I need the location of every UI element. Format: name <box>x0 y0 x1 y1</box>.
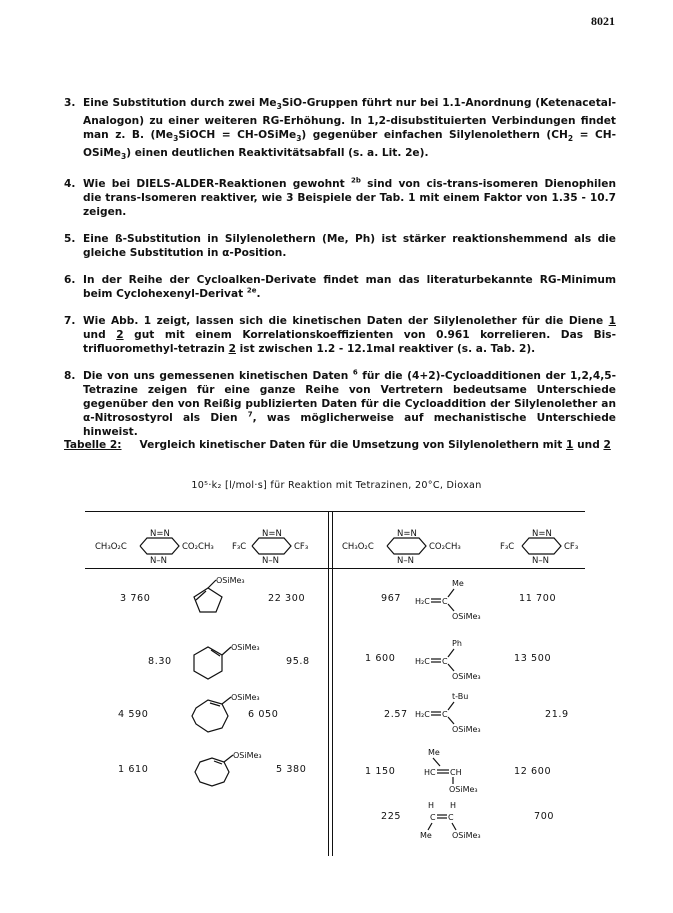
svg-text:OSiMe₃: OSiMe₃ <box>452 672 481 681</box>
svg-text:CH: CH <box>450 768 462 777</box>
text-fragment: 1 <box>608 315 616 328</box>
left-row-2-col-2: 95.8 <box>286 656 310 667</box>
text-fragment: 3 <box>121 152 127 162</box>
list-item-number: 7. <box>64 315 76 328</box>
text-fragment: 2e <box>246 286 257 295</box>
svg-text:Me: Me <box>428 748 440 757</box>
caption-label: Tabelle 2: <box>64 439 122 451</box>
text-fragment: 2 <box>567 134 574 144</box>
right-row-5-col-2: 700 <box>534 811 555 822</box>
list-item-number: 3. <box>64 97 76 109</box>
right-row-3-col-2: 21.9 <box>545 709 569 720</box>
svg-text:OSiMe₃: OSiMe₃ <box>231 693 260 702</box>
svg-text:N–N: N–N <box>397 556 414 566</box>
svg-text:C: C <box>442 657 448 666</box>
svg-text:C: C <box>448 813 454 822</box>
svg-text:OSiMe₃: OSiMe₃ <box>452 725 481 734</box>
svg-text:CF₃: CF₃ <box>294 542 309 552</box>
svg-text:N–N: N–N <box>262 556 279 566</box>
svg-text:HC: HC <box>424 768 436 777</box>
tetrazine-1-right <box>342 529 461 566</box>
alpha-tbutyl-enolether-structure <box>415 692 481 734</box>
beta-methyl-cis-enolether-structure <box>420 801 481 840</box>
alpha-methyl-enolether-structure <box>415 579 481 621</box>
text-fragment: ) gegenüber einfachen Silylenolethern (CH <box>301 129 568 142</box>
text-fragment: SiO-Gruppen führt nur bei 1.1-Anordnung (Ketenacetal-Analogon) zu einer weiteren RG-Erhöhung. In 1,2-disubstituierten Verbindungen findet man z. B. (Me <box>83 97 616 142</box>
list-item-number: 6. <box>64 274 76 287</box>
right-row-2-col-1: 1 600 <box>365 653 396 664</box>
text-fragment: Eine Substitution durch zwei Me <box>83 97 277 109</box>
caption-mid: und <box>573 439 604 451</box>
left-row-3-col-1: 4 590 <box>118 709 149 720</box>
text-fragment: gut mit einem Korrelationskoeffizienten von 0.961 korrelieren. Das Bis-trifluoromethyl-tetrazin <box>83 329 617 356</box>
svg-text:N=N: N=N <box>150 529 170 539</box>
svg-text:OSiMe₃: OSiMe₃ <box>452 612 481 621</box>
left-row-1-col-1: 3 760 <box>120 593 151 604</box>
text-fragment: ist zwischen 1.2 - 12.1mal reaktiver (s. a. Tab. 2). <box>235 343 536 356</box>
text-fragment: In der Reihe der Cycloalken-Derivate findet man das literaturbekannte RG-Minimum beim Cyclohexenyl-Derivat <box>83 274 616 301</box>
svg-text:CH₃O₂C: CH₃O₂C <box>95 542 127 552</box>
beta-methyl-trans-enolether-structure <box>424 748 478 794</box>
svg-text:t-Bu: t-Bu <box>452 692 469 701</box>
cyclooctenyl-structure <box>195 751 262 786</box>
table-title: 10⁵·k₂ [l/mol·s] für Reaktion mit Tetrazinen, 20°C, Dioxan <box>191 480 482 491</box>
left-row-2-col-1: 8.30 <box>148 656 172 667</box>
svg-text:CO₂CH₃: CO₂CH₃ <box>182 542 214 552</box>
right-row-1-col-1: 967 <box>381 593 402 604</box>
svg-text:H₂C: H₂C <box>415 710 430 719</box>
svg-text:N=N: N=N <box>397 529 417 539</box>
text-fragment: 3 <box>276 102 282 112</box>
page-number: 8021 <box>591 14 615 28</box>
text-fragment: Eine ß-Substitution in Silylenolethern (Me, Ph) ist stärker reaktionshemmend als die gleiche Substitution in α-Position. <box>83 233 616 260</box>
svg-text:OSiMe₃: OSiMe₃ <box>216 576 245 585</box>
text-fragment: SiOCH = CH-OSiMe <box>178 129 297 142</box>
svg-text:F₃C: F₃C <box>500 542 515 552</box>
right-row-4-col-1: 1 150 <box>365 766 396 777</box>
svg-text:C: C <box>442 597 448 606</box>
left-row-3-col-2: 6 050 <box>248 709 279 720</box>
right-row-1-col-2: 11 700 <box>519 593 557 604</box>
tetrazine-2-left <box>232 529 308 566</box>
text-fragment: = CH-OSiMe <box>83 129 617 160</box>
caption-text: Vergleich kinetischer Daten für die Umsetzung von Silylenolethern mit <box>139 439 567 451</box>
text-fragment: und <box>83 329 117 342</box>
left-row-1-col-2: 22 300 <box>268 593 306 604</box>
svg-text:N=N: N=N <box>532 529 552 539</box>
svg-text:H₂C: H₂C <box>415 597 430 606</box>
svg-text:Ph: Ph <box>452 639 462 648</box>
tetrazine-1-left <box>95 529 214 566</box>
text-fragment: 2 <box>228 343 236 356</box>
svg-text:CO₂CH₃: CO₂CH₃ <box>429 542 461 552</box>
text-fragment: 2 <box>116 329 124 342</box>
svg-text:H: H <box>428 801 435 810</box>
svg-text:Me: Me <box>420 831 432 840</box>
svg-text:H₂C: H₂C <box>415 657 430 666</box>
svg-text:N=N: N=N <box>262 529 282 539</box>
right-row-5-col-1: 225 <box>381 811 402 822</box>
text-fragment: sind von cis-trans-isomeren Dienophilen die trans-Isomeren reaktiver, wie 3 Beispiele der Tab. 1 mit einem Faktor von 1.35 - 10.7 zeigen. <box>83 178 616 219</box>
caption-ref-2: 2 <box>603 439 611 451</box>
text-fragment: . <box>256 288 261 301</box>
text-fragment: 6 <box>352 368 358 377</box>
text-fragment: Wie Abb. 1 zeigt, lassen sich die kinetischen Daten der Silylenolether für die Diene <box>83 315 609 328</box>
text-fragment: 2b <box>351 176 361 185</box>
text-fragment: 7 <box>247 410 253 419</box>
right-row-3-col-1: 2.57 <box>384 709 408 720</box>
left-row-4-col-1: 1 610 <box>118 764 149 775</box>
svg-text:C: C <box>430 813 436 822</box>
right-row-2-col-2: 13 500 <box>514 653 552 664</box>
alpha-phenyl-enolether-structure <box>415 639 481 681</box>
text-fragment: 3 <box>173 134 179 144</box>
text-fragment: für die (4+2)-Cycloadditionen der 1,2,4,5-Tetrazine zeigen für eine ganze Reihe von Vertretern bedeutsame Unterschiede gegenüber den von Reißig publizierten Daten für die Cycloaddition der Silylenolether an α-Nitrosostyrol als Dien <box>83 370 616 425</box>
left-row-4-col-2: 5 380 <box>276 764 307 775</box>
svg-text:N–N: N–N <box>150 556 167 566</box>
caption-ref-1: 1 <box>566 439 574 451</box>
text-fragment: Die von uns gemessenen kinetischen Daten <box>83 370 353 383</box>
list-item-number: 4. <box>64 178 76 191</box>
svg-text:OSiMe₃: OSiMe₃ <box>452 831 481 840</box>
svg-text:N–N: N–N <box>532 556 549 566</box>
text-fragment: 3 <box>296 134 302 144</box>
cyclopentenyl-structure <box>194 576 245 612</box>
svg-text:C: C <box>442 710 448 719</box>
cyclohexenyl-structure <box>194 643 260 679</box>
svg-text:Me: Me <box>452 579 464 588</box>
text-fragment: Wie bei DIELS-ALDER-Reaktionen gewohnt <box>83 178 352 191</box>
svg-text:OSiMe₃: OSiMe₃ <box>449 785 478 794</box>
svg-text:F₃C: F₃C <box>232 542 247 552</box>
list-item-number: 8. <box>64 370 76 383</box>
svg-text:H: H <box>450 801 457 810</box>
text-fragment: , was möglicherweise auf mechanistische Unterschiede hinweist. <box>83 412 616 439</box>
svg-text:OSiMe₃: OSiMe₃ <box>233 751 262 760</box>
svg-text:CH₃O₂C: CH₃O₂C <box>342 542 374 552</box>
svg-text:OSiMe₃: OSiMe₃ <box>231 643 260 652</box>
list-item-number: 5. <box>64 233 76 246</box>
right-row-4-col-2: 12 600 <box>514 766 552 777</box>
tetrazine-2-right <box>500 529 578 566</box>
svg-text:CF₃: CF₃ <box>564 542 579 552</box>
text-fragment: ) einen deutlichen Reaktivitätsabfall (s. a. Lit. 2e). <box>126 147 429 160</box>
